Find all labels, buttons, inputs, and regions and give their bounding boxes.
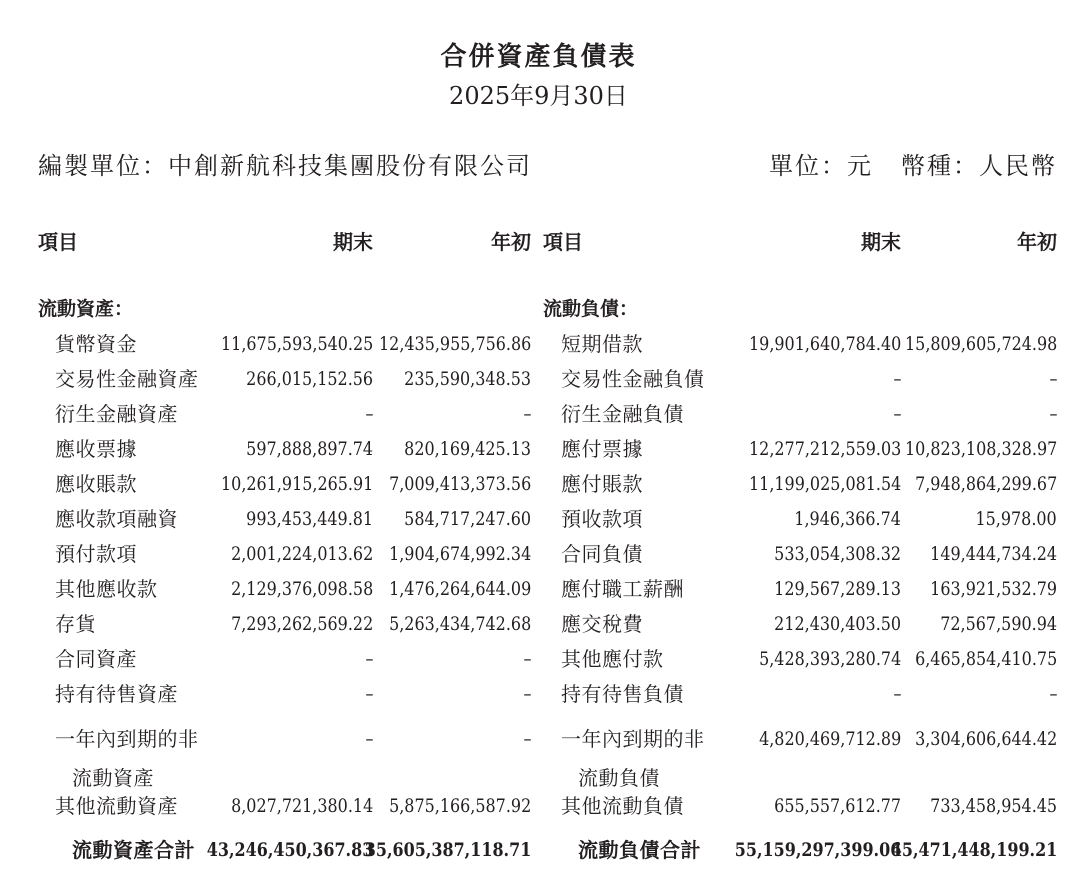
left-end-value: 10,261,915,265.91 [220,473,373,495]
currency-label: 幣種：人民幣 [901,152,1057,180]
right-end-value: 655,557,612.77 [774,795,901,817]
right-begin-value: 15,809,605,724.98 [904,333,1057,355]
table-row [0,438,1077,473]
left-begin-value: 12,435,955,756.86 [378,333,531,355]
left-item-label: 應收款項融資 [55,507,178,531]
left-end-value: 8,027,721,380.14 [230,795,373,817]
left-begin-value: – [523,683,531,705]
left-end-value: – [365,728,373,750]
right-begin-value: 149,444,734.24 [930,543,1057,565]
right-end-value: 129,567,289.13 [774,578,901,600]
right-end-value: 533,054,308.32 [774,543,901,565]
right-begin-value: 3,304,606,644.42 [914,728,1057,750]
table-row [0,403,1077,438]
left-begin-value: 7,009,413,373.56 [388,473,531,495]
table-row [0,473,1077,508]
right-begin-value: 72,567,590.94 [940,613,1057,635]
left-item-label: 一年內到期的非 [55,727,199,751]
right-end-value: – [893,403,901,425]
table-row [0,543,1077,578]
right-begin-value: – [1049,403,1057,425]
right-item-label: 其他流動負債 [561,794,684,818]
unit-currency-line [769,146,1057,181]
left-item-label: 預付款項 [55,542,137,566]
right-item-label: 衍生金融負債 [561,402,684,426]
left-item-label: 合同資產 [55,647,137,671]
right-item-label: 應付票據 [561,437,643,461]
left-end-value: 266,015,152.56 [246,368,373,390]
right-item-label: 合同負債 [561,542,643,566]
report-date: 2025年9月30日 [449,82,628,110]
right-item-label: 持有待售負債 [561,682,684,706]
right-end-value: 1,946,366.74 [794,508,901,530]
left-total-begin: 35,605,387,118.71 [364,839,531,861]
left-item-label: 應收賬款 [55,472,137,496]
left-item-label: 存貨 [55,612,96,636]
right-begin-value: 6,465,854,410.75 [914,648,1057,670]
right-end-value: 12,277,212,559.03 [748,438,901,460]
right-item-label: 交易性金融負債 [561,367,705,391]
table-row [0,683,1077,718]
header-right-item: 項目 [543,230,583,254]
right-item-label: 短期借款 [561,332,643,356]
right-begin-value: 733,458,954.45 [930,795,1057,817]
left-end-value: 11,675,593,540.25 [220,333,373,355]
section-current-assets: 流動資產： [38,298,134,320]
right-begin-value: – [1049,683,1057,705]
right-total-begin: 45,471,448,199.21 [890,839,1057,861]
left-begin-value: 5,263,434,742.68 [388,613,531,635]
left-begin-value: – [523,648,531,670]
left-item-label-continued: 流動資產 [72,766,154,790]
left-end-value: – [365,403,373,425]
section-current-liabilities: 流動負債： [543,298,639,320]
left-end-value: 7,293,262,569.22 [230,613,373,635]
left-item-label: 交易性金融資產 [55,367,199,391]
totals-row [0,839,1077,874]
right-end-value: 11,199,025,081.54 [748,473,901,495]
left-item-label: 貨幣資金 [55,332,137,356]
table-row [0,578,1077,613]
right-end-value: 212,430,403.50 [774,613,901,635]
table-row [0,648,1077,683]
right-end-value: 5,428,393,280.74 [758,648,901,670]
header-left-end: 期末 [333,230,373,254]
right-item-label: 應付職工薪酬 [561,577,684,601]
left-end-value: 2,001,224,013.62 [230,543,373,565]
header-right-begin: 年初 [1017,230,1057,254]
left-end-value: – [365,648,373,670]
page-title: 合併資產負債表 [440,42,637,72]
left-begin-value: – [523,403,531,425]
right-begin-value: 163,921,532.79 [930,578,1057,600]
right-total-label: 流動負債合計 [578,838,701,862]
right-end-value: – [893,368,901,390]
right-begin-value: – [1049,368,1057,390]
unit-label: 單位：元 [769,152,873,180]
right-end-value: 19,901,640,784.40 [748,333,901,355]
left-begin-value: 235,590,348.53 [404,368,531,390]
right-item-label-continued: 流動負債 [578,766,660,790]
left-begin-value: 5,875,166,587.92 [388,795,531,817]
right-end-value: 4,820,469,712.89 [758,728,901,750]
left-total-end: 43,246,450,367.83 [206,839,373,861]
right-end-value: – [893,683,901,705]
left-end-value: 993,453,449.81 [246,508,373,530]
right-item-label: 預收款項 [561,507,643,531]
header-right-end: 期末 [861,230,901,254]
left-end-value: – [365,683,373,705]
left-item-label: 應收票據 [55,437,137,461]
table-row [0,795,1077,830]
left-total-label: 流動資產合計 [72,838,195,862]
table-row [0,613,1077,648]
left-end-value: 2,129,376,098.58 [230,578,373,600]
left-item-label: 其他應收款 [55,577,158,601]
left-end-value: 597,888,897.74 [246,438,373,460]
table-row [0,508,1077,543]
left-begin-value: 1,476,264,644.09 [388,578,531,600]
header-left-begin: 年初 [491,230,531,254]
left-begin-value: 820,169,425.13 [404,438,531,460]
table-row [0,368,1077,403]
right-item-label: 其他應付款 [561,647,664,671]
left-begin-value: – [523,728,531,750]
right-begin-value: 10,823,108,328.97 [904,438,1057,460]
left-begin-value: 584,717,247.60 [404,508,531,530]
table-row [0,333,1077,368]
right-begin-value: 15,978.00 [975,508,1057,530]
company-line: 編製單位：中創新航科技集團股份有限公司 [38,152,532,180]
left-begin-value: 1,904,674,992.34 [388,543,531,565]
left-item-label: 其他流動資產 [55,794,178,818]
left-item-label: 衍生金融資產 [55,402,178,426]
right-item-label: 應交稅費 [561,612,643,636]
right-begin-value: 7,948,864,299.67 [914,473,1057,495]
left-item-label: 持有待售資產 [55,682,178,706]
header-left-item: 項目 [38,230,78,254]
right-item-label: 一年內到期的非 [561,727,705,751]
right-total-end: 55,159,297,399.06 [734,839,901,861]
right-item-label: 應付賬款 [561,472,643,496]
table-row [0,727,1077,790]
